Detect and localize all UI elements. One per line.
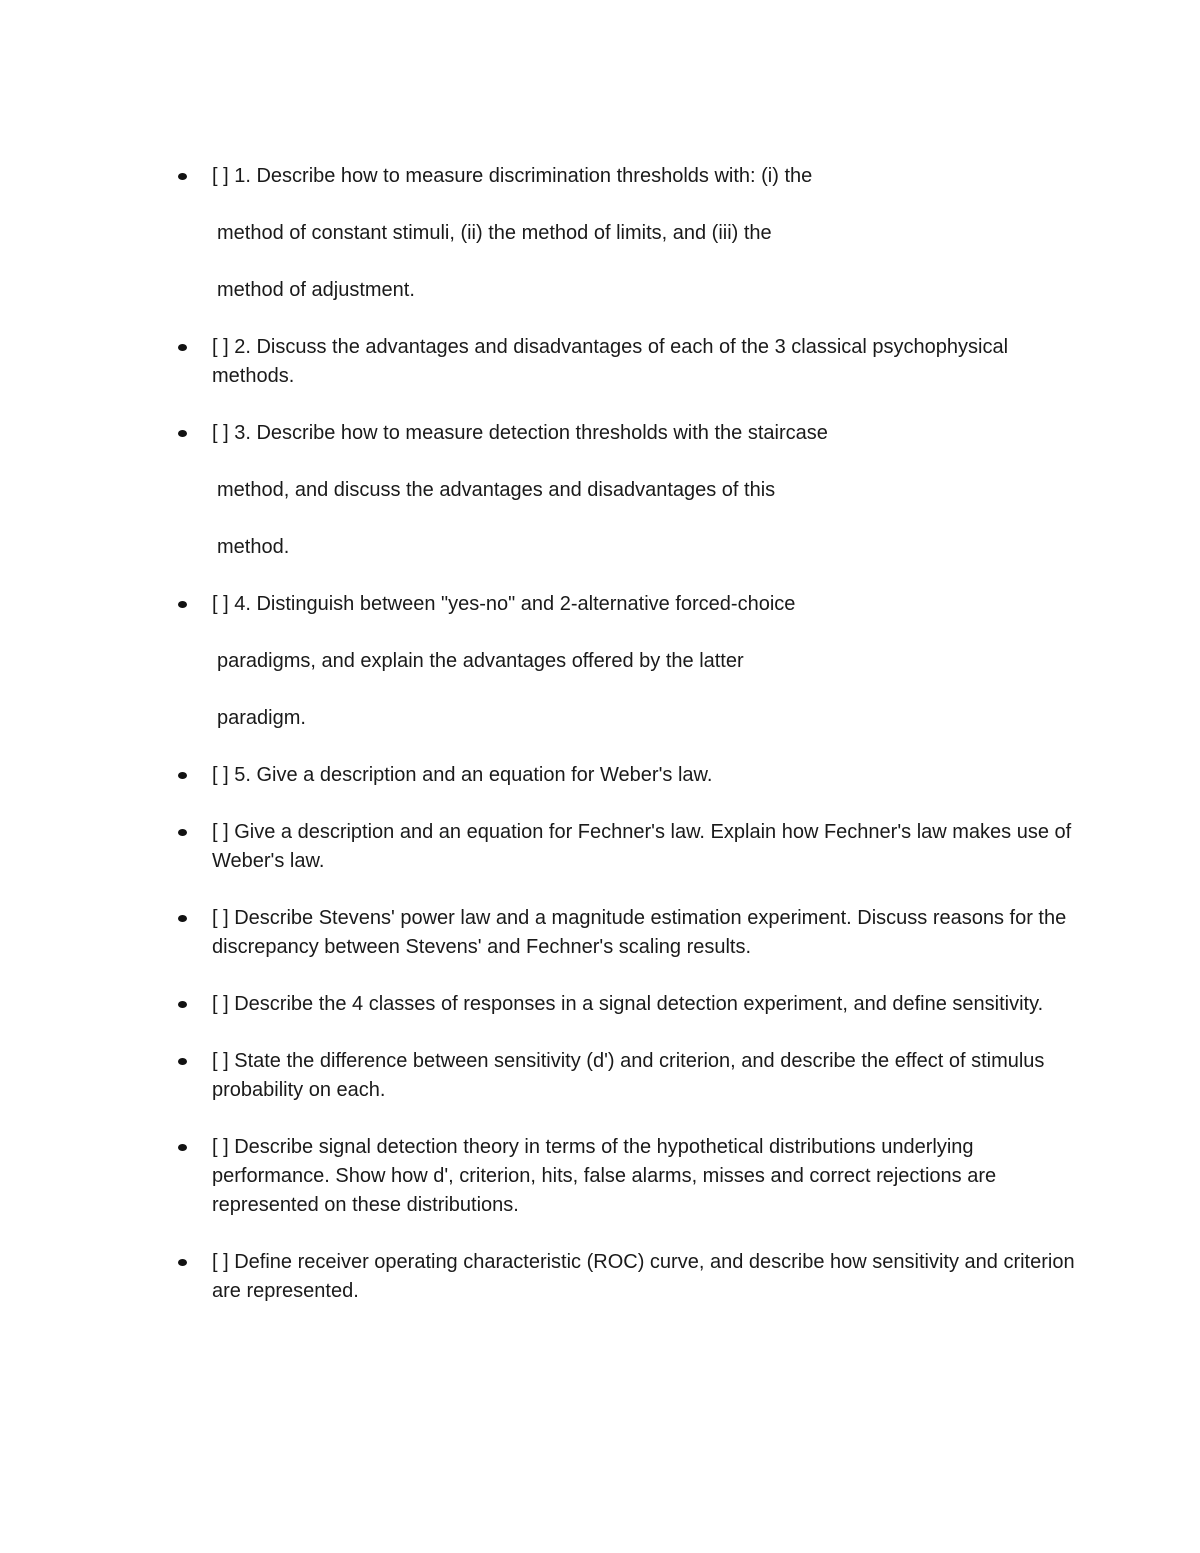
item-text-continued: method, and discuss the advantages and disadvantages of this bbox=[217, 479, 776, 501]
item-text: [ ] 4. Distinguish between "yes-no" and 2-alternative forced-choice bbox=[212, 593, 796, 615]
list-item bbox=[176, 990, 1076, 1019]
item-text: [ ] 2. Discuss the advantages and disadvantages of each of the 3 classical psychophysical methods. bbox=[212, 336, 1009, 387]
item-text: [ ] Describe signal detection theory in terms of the hypothetical distributions underlying performance. Show how d', criterion, hits, false alarms, misses and correct rejections are represented on these distributions. bbox=[212, 1136, 997, 1216]
list-item bbox=[176, 818, 1076, 876]
item-text: [ ] Describe Stevens' power law and a magnitude estimation experiment. Discuss reasons for the discrepancy between Stevens' and Fechner's scaling results. bbox=[212, 907, 1067, 958]
bullet-icon bbox=[178, 430, 187, 437]
list-item bbox=[176, 162, 1076, 305]
item-text: [ ] State the difference between sensitivity (d') and criterion, and describe the effect of stimulus probability on each. bbox=[212, 1050, 1045, 1101]
bullet-icon bbox=[178, 173, 187, 180]
list-item bbox=[176, 1133, 1076, 1220]
checklist bbox=[176, 162, 1076, 1334]
bullet-icon bbox=[178, 1001, 187, 1008]
list-item bbox=[176, 761, 1076, 790]
item-text-continued: method. bbox=[217, 536, 290, 558]
list-item bbox=[176, 1248, 1076, 1306]
list-item bbox=[176, 333, 1076, 391]
item-text: [ ] Describe the 4 classes of responses in a signal detection experiment, and define sensitivity. bbox=[212, 993, 1044, 1015]
list-item bbox=[176, 590, 1076, 733]
item-text: [ ] 1. Describe how to measure discrimination thresholds with: (i) the bbox=[212, 165, 813, 187]
bullet-icon bbox=[178, 601, 187, 608]
bullet-icon bbox=[178, 344, 187, 351]
list-item bbox=[176, 904, 1076, 962]
bullet-icon bbox=[178, 829, 187, 836]
list-item bbox=[176, 1047, 1076, 1105]
item-text: [ ] 5. Give a description and an equation for Weber's law. bbox=[212, 764, 713, 786]
list-item bbox=[176, 419, 1076, 562]
bullet-icon bbox=[178, 1058, 187, 1065]
bullet-icon bbox=[178, 1259, 187, 1266]
item-text-continued: method of adjustment. bbox=[217, 279, 415, 301]
bullet-icon bbox=[178, 772, 187, 779]
item-text-continued: paradigms, and explain the advantages offered by the latter bbox=[217, 650, 744, 672]
item-text-continued: method of constant stimuli, (ii) the method of limits, and (iii) the bbox=[217, 222, 772, 244]
bullet-icon bbox=[178, 1144, 187, 1151]
bullet-icon bbox=[178, 915, 187, 922]
item-text-continued: paradigm. bbox=[217, 707, 306, 729]
item-text: [ ] 3. Describe how to measure detection thresholds with the staircase bbox=[212, 422, 828, 444]
item-text: [ ] Define receiver operating characteristic (ROC) curve, and describe how sensitivity and criterion are represented. bbox=[212, 1251, 1075, 1302]
item-text: [ ] Give a description and an equation for Fechner's law. Explain how Fechner's law makes use of Weber's law. bbox=[212, 821, 1072, 872]
